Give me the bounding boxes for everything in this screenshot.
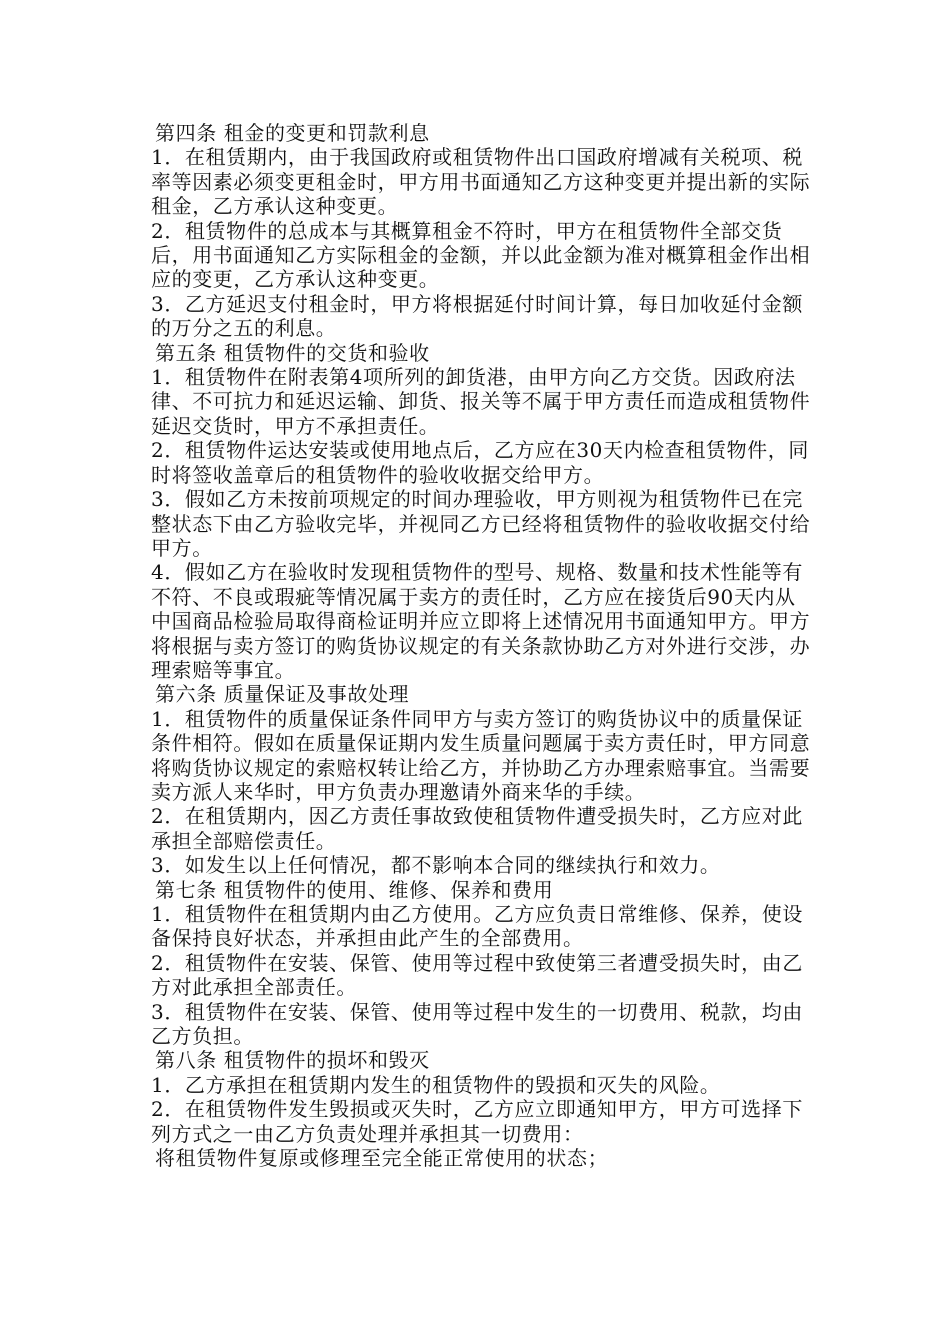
- article-8-option-1: 将租赁物件复原或修理至完全能正常使用的状态；: [155, 1146, 609, 1171]
- article-5-clause-2: 2．租赁物件运达安装或使用地点后，乙方应在30天内检查租赁物件，同时将签收盖章后的租赁物件的验收收据交给甲方。: [151, 438, 809, 487]
- article-4-clause-2: 2．租赁物件的总成本与其概算租金不符时，甲方在租赁物件全部交货后，用书面通知乙方实际租金的金额，并以此金额为准对概算租金作出相应的变更，乙方承认这种变更。: [151, 218, 811, 292]
- article-5-clause-4: 4．假如乙方在验收时发现租赁物件的型号、规格、数量和技术性能等有不符、不良或瑕疵等情况属于卖方的责任时，乙方应在接货后90天内从中国商品检验局取得商检证明并应立即将上述情况用书面通知甲方。甲方将根据与卖方签订的购货协议规定的有关条款协助乙方对外进行交涉，办理索赔等事宜。: [151, 560, 811, 682]
- article-5-heading: 第五条 租赁物件的交货和验收: [155, 340, 430, 365]
- article-6-clause-1: 1．租赁物件的质量保证条件同甲方与卖方签订的购货协议中的质量保证条件相符。假如在质量保证期内发生质量问题属于卖方责任时，甲方同意将购货协议规定的索赔权转让给乙方，并协助乙方办理索赔事宜。当需要卖方派人来华时，甲方负责办理邀请外商来华的手续。: [151, 706, 811, 804]
- article-4-clause-1: 1．在租赁期内，由于我国政府或租赁物件出口国政府增减有关税项、税率等因素必须变更租金时，甲方用书面通知乙方这种变更并提出新的实际租金，乙方承认这种变更。: [151, 145, 811, 219]
- article-4-clause-3: 3．乙方延迟支付租金时，甲方将根据延付时间计算，每日加收延付金额的万分之五的利息。: [151, 291, 803, 341]
- article-7-heading: 第七条 租赁物件的使用、维修、保养和费用: [155, 877, 554, 902]
- article-7-clause-1: 1．租赁物件在租赁期内由乙方使用。乙方应负责日常维修、保养，使设备保持良好状态，并承担由此产生的全部费用。: [151, 902, 803, 951]
- article-8-heading: 第八条 租赁物件的损坏和毁灭: [155, 1048, 430, 1073]
- article-6-heading: 第六条 质量保证及事故处理: [155, 682, 410, 707]
- article-6-clause-3: 3．如发生以上任何情况，都不影响本合同的继续执行和效力。: [151, 853, 721, 878]
- article-7-clause-2: 2．租赁物件在安装、保管、使用等过程中致使第三者遭受损失时，由乙方对此承担全部责任。: [151, 950, 803, 1000]
- article-6-clause-2: 2．在租赁期内，因乙方责任事故致使租赁物件遭受损失时，乙方应对此承担全部赔偿责任。: [151, 804, 803, 853]
- article-4-heading: 第四条 租金的变更和罚款利息: [155, 121, 430, 145]
- article-7-clause-3: 3．租赁物件在安装、保管、使用等过程中发生的一切费用、税款，均由乙方负担。: [151, 999, 803, 1049]
- article-8-clause-1: 1．乙方承担在租赁期内发生的租赁物件的毁损和灭失的风险。: [151, 1072, 721, 1097]
- article-5-clause-1: 1．租赁物件在附表第4项所列的卸货港，由甲方向乙方交货。因政府法律、不可抗力和延迟运输、卸货、报关等不属于甲方责任而造成租赁物件延迟交货时，甲方不承担责任。: [151, 365, 811, 438]
- document-body: [145, 121, 815, 1170]
- article-5-clause-3: 3．假如乙方未按前项规定的时间办理验收，甲方则视为租赁物件已在完整状态下由乙方验收完毕，并视同乙方已经将租赁物件的验收收据交付给甲方。: [151, 487, 811, 560]
- article-8-clause-2: 2．在租赁物件发生毁损或灭失时，乙方应立即通知甲方，甲方可选择下列方式之一由乙方负责处理并承担其一切费用：: [151, 1097, 803, 1146]
